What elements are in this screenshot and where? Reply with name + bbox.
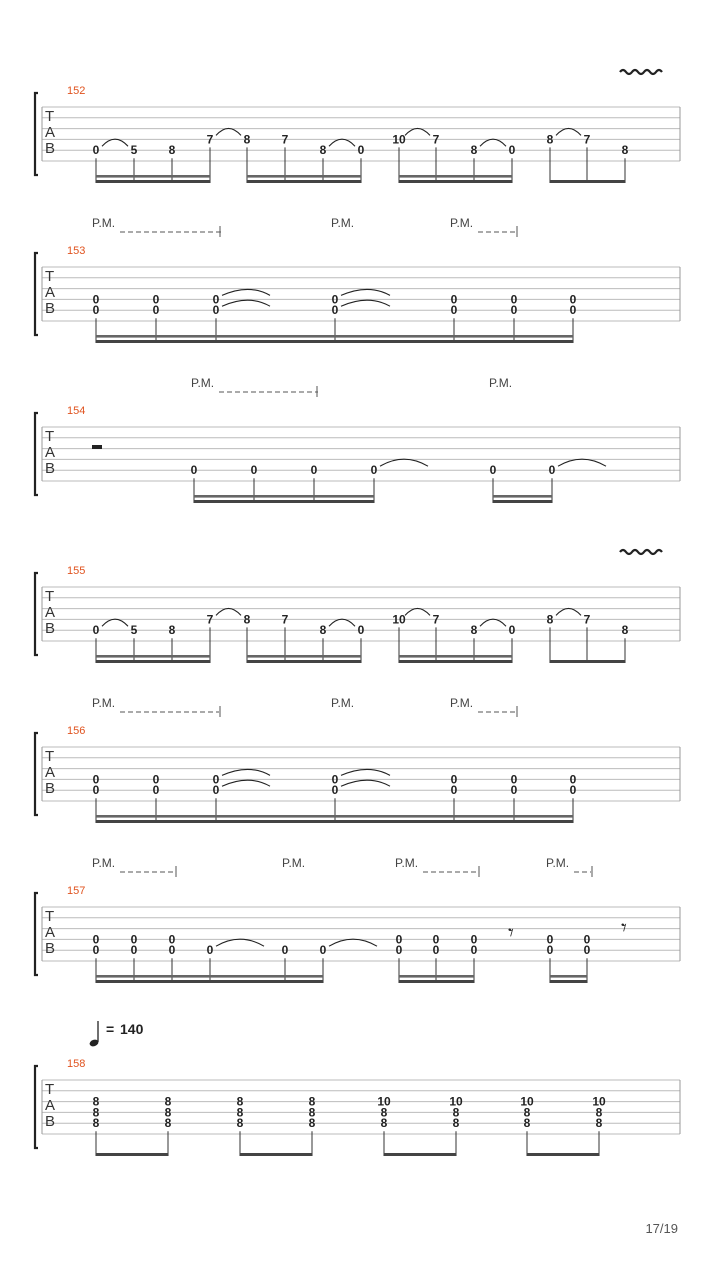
fret-number: 0	[510, 783, 518, 798]
beam	[335, 335, 573, 338]
tab-clef-letter: T	[45, 428, 55, 445]
fret-number: 0	[546, 932, 554, 947]
bar-number: 156	[67, 725, 86, 737]
tie-arc	[341, 300, 390, 306]
bar-number: 155	[67, 565, 86, 577]
tab-system	[35, 216, 680, 343]
tab-clef-letter: T	[45, 268, 55, 285]
bar-number: 152	[67, 85, 86, 97]
palm-mute-label: P.M.	[450, 216, 474, 230]
tie-arc	[329, 939, 377, 946]
beam	[399, 175, 512, 178]
fret-number: 0	[168, 932, 176, 947]
fret-number: 0	[357, 623, 365, 638]
fret-number: 8	[168, 143, 176, 158]
beam	[550, 980, 587, 983]
fret-number: 0	[310, 463, 318, 478]
fret-number: 7	[206, 132, 214, 147]
fret-number: 8	[546, 612, 554, 627]
fret-number: 0	[510, 292, 518, 307]
tab-system	[35, 70, 680, 183]
tie-arc	[380, 459, 428, 466]
tab-clef-letter: T	[45, 908, 55, 925]
tie-arc	[341, 289, 390, 295]
beam	[493, 495, 552, 498]
tab-clef-letter: A	[45, 764, 56, 781]
fret-number: 0	[450, 783, 458, 798]
palm-mute-label: P.M.	[331, 696, 355, 710]
beam	[247, 660, 361, 663]
beam	[399, 980, 474, 983]
fret-number: 8	[308, 1116, 316, 1131]
fret-number: 8	[236, 1116, 244, 1131]
fret-number: 7	[281, 612, 289, 627]
fret-number: 0	[508, 143, 516, 158]
beam	[96, 175, 210, 178]
beam	[247, 180, 361, 183]
beam	[247, 175, 361, 178]
beam	[96, 975, 210, 978]
beam	[210, 980, 323, 983]
tab-system	[35, 1021, 680, 1156]
tab-clef-letter: B	[45, 780, 56, 797]
fret-number: 0	[331, 292, 339, 307]
bar-number: 154	[67, 405, 86, 417]
beam	[399, 655, 512, 658]
fret-number: 0	[152, 783, 160, 798]
fret-number: 0	[370, 463, 378, 478]
tab-clef-letter: B	[45, 140, 56, 157]
tie-arc	[222, 289, 270, 295]
fret-number: 0	[130, 932, 138, 947]
beam	[384, 1153, 456, 1156]
fret-number: 0	[583, 932, 591, 947]
beam	[335, 820, 573, 823]
tie-arc	[556, 608, 581, 615]
fret-number: 0	[489, 463, 497, 478]
fret-number: 7	[432, 132, 440, 147]
tab-clef-letter: A	[45, 1097, 56, 1114]
tab-clef-letter: A	[45, 284, 56, 301]
palm-mute-label: P.M.	[191, 376, 215, 390]
fret-number: 0	[569, 292, 577, 307]
fret-number: 0	[331, 303, 339, 318]
tab-system	[35, 376, 680, 503]
beam	[194, 500, 374, 503]
fret-number: 5	[130, 143, 138, 158]
fret-number: 0	[92, 783, 100, 798]
tie-arc	[329, 139, 355, 146]
tie-arc	[556, 128, 581, 135]
fret-number: 0	[450, 772, 458, 787]
tempo-equals: =	[106, 1021, 115, 1037]
fret-number: 0	[569, 772, 577, 787]
beam	[493, 500, 552, 503]
fret-number: 8	[470, 623, 478, 638]
fret-number: 8	[523, 1116, 531, 1131]
fret-number: 0	[357, 143, 365, 158]
beam	[550, 180, 625, 183]
fret-number: 8	[380, 1116, 388, 1131]
tab-clef-letter: A	[45, 124, 56, 141]
beam	[96, 820, 335, 823]
fret-number: 8	[452, 1116, 460, 1131]
fret-number: 8	[164, 1094, 172, 1109]
tie-arc	[222, 300, 270, 306]
palm-mute-label: P.M.	[489, 376, 513, 390]
tab-clef-letter: T	[45, 108, 55, 125]
fret-number: 8	[92, 1094, 100, 1109]
tie-arc	[329, 619, 355, 626]
tab-clef-letter: B	[45, 300, 56, 317]
fret-number: 0	[548, 463, 556, 478]
tie-arc	[222, 769, 270, 775]
fret-number: 10	[377, 1094, 391, 1109]
palm-mute-label: P.M.	[450, 696, 474, 710]
beam	[96, 660, 210, 663]
fret-number: 8	[92, 1105, 100, 1120]
fret-number: 0	[331, 783, 339, 798]
tab-clef-letter: B	[45, 620, 56, 637]
fret-number: 0	[331, 772, 339, 787]
tab-clef-letter: A	[45, 924, 56, 941]
fret-number: 0	[281, 943, 289, 958]
tab-system	[35, 856, 680, 983]
vibrato-icon	[620, 70, 662, 74]
fret-number: 0	[92, 292, 100, 307]
fret-number: 8	[236, 1105, 244, 1120]
fret-number: 0	[212, 783, 220, 798]
system-bracket	[35, 893, 38, 975]
beam	[210, 975, 323, 978]
vibrato-icon	[620, 550, 662, 554]
palm-mute-label: P.M.	[282, 856, 306, 870]
fret-number: 7	[432, 612, 440, 627]
system-bracket	[35, 573, 38, 655]
beam	[96, 815, 335, 818]
tie-arc	[341, 769, 390, 775]
eighth-rest: 𝄾	[621, 916, 627, 941]
fret-number: 8	[243, 612, 251, 627]
tab-clef-letter: B	[45, 940, 56, 957]
tie-arc	[222, 780, 270, 786]
tie-arc	[216, 128, 241, 135]
fret-number: 8	[523, 1105, 531, 1120]
fret-number: 0	[470, 932, 478, 947]
tempo-bpm: 140	[120, 1021, 144, 1037]
fret-number: 10	[392, 132, 406, 147]
tab-clef-letter: B	[45, 1113, 56, 1130]
bar-number: 157	[67, 885, 86, 897]
fret-number: 0	[212, 292, 220, 307]
beam	[194, 495, 374, 498]
fret-number: 8	[595, 1116, 603, 1131]
beam	[96, 180, 210, 183]
fret-number: 8	[595, 1105, 603, 1120]
fret-number: 0	[92, 943, 100, 958]
tab-system	[35, 550, 680, 663]
fret-number: 10	[449, 1094, 463, 1109]
beam	[527, 1153, 599, 1156]
system-bracket	[35, 733, 38, 815]
fret-number: 0	[510, 303, 518, 318]
fret-number: 7	[583, 612, 591, 627]
fret-number: 0	[206, 943, 214, 958]
tab-clef-letter: A	[45, 444, 56, 461]
fret-number: 8	[621, 143, 629, 158]
fret-number: 8	[319, 143, 327, 158]
fret-number: 8	[164, 1116, 172, 1131]
palm-mute-label: P.M.	[395, 856, 419, 870]
tie-arc	[405, 128, 430, 135]
beam	[96, 340, 335, 343]
fret-number: 7	[281, 132, 289, 147]
bar-number: 153	[67, 245, 86, 257]
fret-number: 8	[92, 1116, 100, 1131]
tie-arc	[216, 608, 241, 615]
bar-number: 158	[67, 1058, 86, 1070]
fret-number: 0	[319, 943, 327, 958]
system-bracket	[35, 1066, 38, 1148]
fret-number: 0	[508, 623, 516, 638]
palm-mute-label: P.M.	[331, 216, 355, 230]
fret-number: 0	[92, 772, 100, 787]
fret-number: 0	[152, 772, 160, 787]
fret-number: 0	[395, 932, 403, 947]
fret-number: 0	[152, 292, 160, 307]
fret-number: 8	[470, 143, 478, 158]
page-number: 17/19	[645, 1221, 678, 1236]
tab-clef-letter: T	[45, 588, 55, 605]
system-bracket	[35, 253, 38, 335]
system-bracket	[35, 93, 38, 175]
beam	[96, 1153, 168, 1156]
tie-arc	[480, 139, 506, 146]
fret-number: 8	[308, 1105, 316, 1120]
fret-number: 0	[190, 463, 198, 478]
fret-number: 0	[250, 463, 258, 478]
fret-number: 8	[319, 623, 327, 638]
fret-number: 8	[452, 1105, 460, 1120]
fret-number: 0	[92, 623, 100, 638]
fret-number: 0	[432, 932, 440, 947]
fret-number: 10	[592, 1094, 606, 1109]
fret-number: 8	[243, 132, 251, 147]
fret-number: 0	[130, 943, 138, 958]
beam	[550, 660, 625, 663]
fret-number: 8	[621, 623, 629, 638]
fret-number: 0	[92, 143, 100, 158]
half-rest	[92, 445, 102, 449]
fret-number: 0	[450, 303, 458, 318]
fret-number: 8	[380, 1105, 388, 1120]
beam	[399, 660, 512, 663]
fret-number: 0	[583, 943, 591, 958]
tab-clef-letter: B	[45, 460, 56, 477]
fret-number: 10	[392, 612, 406, 627]
palm-mute-label: P.M.	[92, 216, 116, 230]
tie-arc	[405, 608, 430, 615]
fret-number: 0	[92, 303, 100, 318]
beam	[335, 815, 573, 818]
fret-number: 0	[168, 943, 176, 958]
tab-clef-letter: A	[45, 604, 56, 621]
fret-number: 8	[546, 132, 554, 147]
eighth-rest: 𝄾	[508, 921, 514, 946]
beam	[247, 655, 361, 658]
tab-clef-letter: T	[45, 1081, 55, 1098]
beam	[399, 975, 474, 978]
fret-number: 8	[236, 1094, 244, 1109]
tab-system	[35, 696, 680, 823]
fret-number: 0	[212, 772, 220, 787]
beam	[96, 655, 210, 658]
tie-arc	[480, 619, 506, 626]
beam	[550, 975, 587, 978]
fret-number: 0	[569, 303, 577, 318]
fret-number: 0	[395, 943, 403, 958]
beam	[240, 1153, 312, 1156]
fret-number: 0	[92, 932, 100, 947]
fret-number: 5	[130, 623, 138, 638]
fret-number: 0	[450, 292, 458, 307]
fret-number: 0	[432, 943, 440, 958]
beam	[399, 180, 512, 183]
beam	[335, 340, 573, 343]
tie-arc	[558, 459, 606, 466]
fret-number: 0	[212, 303, 220, 318]
fret-number: 0	[152, 303, 160, 318]
beam	[96, 335, 335, 338]
tie-arc	[216, 939, 264, 946]
palm-mute-label: P.M.	[546, 856, 570, 870]
fret-number: 8	[168, 623, 176, 638]
palm-mute-label: P.M.	[92, 856, 116, 870]
tab-clef-letter: T	[45, 748, 55, 765]
tie-arc	[341, 780, 390, 786]
fret-number: 7	[583, 132, 591, 147]
tie-arc	[102, 619, 128, 626]
fret-number: 10	[520, 1094, 534, 1109]
palm-mute-label: P.M.	[92, 696, 116, 710]
fret-number: 7	[206, 612, 214, 627]
fret-number: 0	[569, 783, 577, 798]
systems-layer	[35, 70, 680, 1156]
tie-arc	[102, 139, 128, 146]
beam	[96, 980, 210, 983]
system-bracket	[35, 413, 38, 495]
fret-number: 8	[164, 1105, 172, 1120]
fret-number: 0	[510, 772, 518, 787]
fret-number: 0	[470, 943, 478, 958]
fret-number: 0	[546, 943, 554, 958]
fret-number: 8	[308, 1094, 316, 1109]
